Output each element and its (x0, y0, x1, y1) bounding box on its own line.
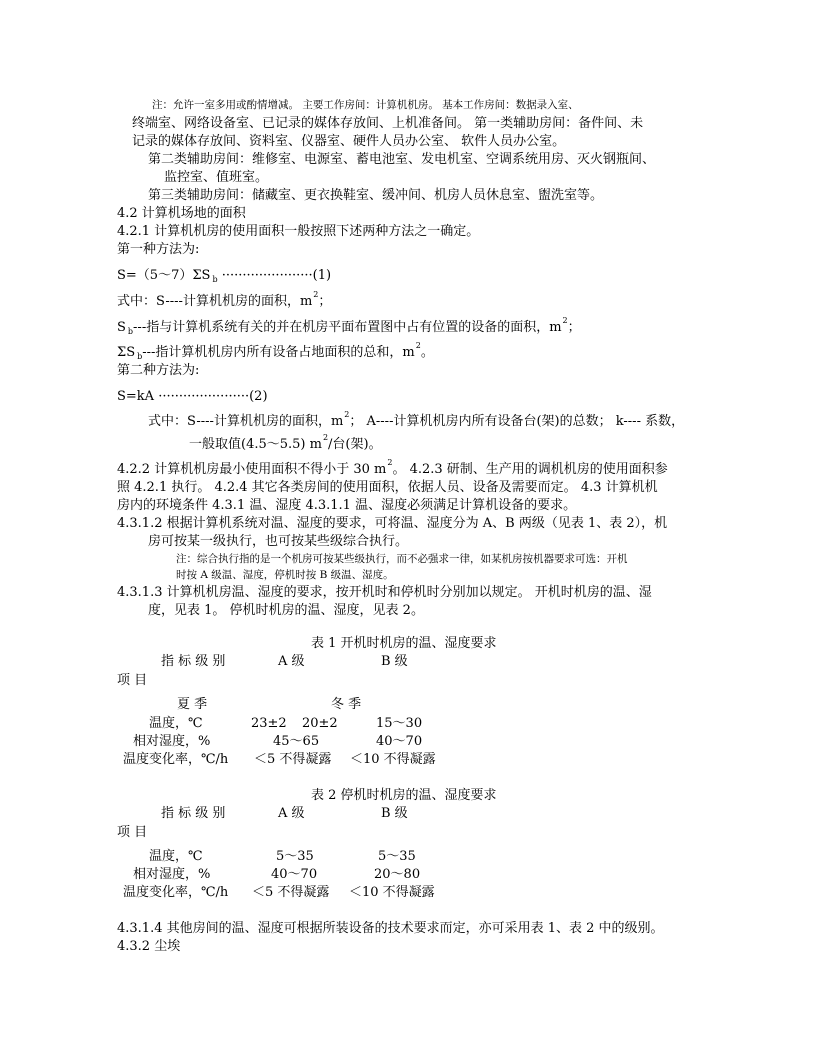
note-line: 注：允许一室多用或酌情增减。 主要工作房间：计算机机房。 基本工作房间：数据录入室、 (152, 99, 579, 111)
table-cell: 15～30 (376, 716, 423, 731)
table-header-item: 项 目 (117, 825, 148, 840)
where-line (189, 433, 382, 454)
table-header-b: B 级 (381, 806, 408, 821)
subscript: b (127, 327, 134, 336)
table-cell-label: 温度变化率，℃/h (123, 752, 229, 767)
section-heading: 4.2 计算机场地的面积 (117, 206, 246, 221)
note-line: 第二类辅助房间：维修室、电源室、蓄电池室、发电机室、空调系统用房、灭火钢瓶间、 (148, 152, 656, 167)
superscript: 2 (313, 290, 319, 299)
section-heading: 4.3.2 尘埃 (117, 939, 181, 954)
where-line (117, 341, 434, 362)
where-text: ； (318, 294, 332, 309)
note-line: 监控室、值班室。 (164, 170, 269, 185)
paragraph: 第二种方法为: (117, 363, 200, 378)
note-line: 第三类辅助房间：储藏室、更衣换鞋室、缓冲间、机房人员休息室、盥洗室等。 (148, 188, 604, 203)
superscript: 2 (562, 316, 568, 325)
superscript: 2 (344, 410, 350, 419)
table-header-b: B 级 (381, 654, 408, 669)
table-cell: 45～65 (273, 734, 320, 749)
where-text: ---指与计算机系统有关的并在机房平面布置图中占有位置的设备的面积，m (133, 320, 562, 335)
where-line (117, 316, 581, 337)
where-line (117, 290, 332, 311)
table-header-index: 指 标 级 别 (161, 654, 226, 669)
table-cell: 23±2 (251, 716, 287, 731)
where-text: ΣS (117, 345, 136, 360)
paragraph: 4.3.1.4 其他房间的温、湿度可根据所装设备的技术要求而定，亦可采用表 1、表 2 中的级别。 (117, 921, 664, 936)
table-cell: ＜10 不得凝露 (350, 752, 436, 767)
where-text: 式中：S----计算机机房的面积，m (117, 294, 313, 309)
table-cell: ＜10 不得凝露 (349, 885, 435, 900)
where-text: 。 (420, 345, 434, 360)
paragraph-text: 。 4.2.3 研制、生产用的调机机房的使用面积参 (392, 462, 668, 477)
paragraph: 度，见表 1。 停机时机房的温、湿度，见表 2。 (148, 603, 424, 618)
note-line: 时按 A 级温、湿度，停机时按 B 级温、湿度。 (176, 569, 394, 581)
paragraph: 照 4.2.1 执行。 4.2.4 其它各类房间的使用面积，依据人员、设备及需要而定。 4.3 计算机机 (117, 480, 658, 495)
paragraph: 房内的环境条件 4.3.1 温、湿度 4.3.1.1 温、湿度必须满足计算机设备的要求。 (117, 498, 577, 513)
superscript: 2 (415, 341, 421, 350)
where-text: /台(架)。 (328, 437, 382, 452)
superscript: 2 (387, 458, 393, 467)
paragraph: 4.3.1.3 计算机机房温、湿度的要求，按开机时和停机时分别加以规定。 开机时机房的温、湿 (117, 585, 652, 600)
note-line: 终端室、网络设备室、已记录的媒体存放间、上机准备间。 第一类辅助房间：备件间、未 (132, 116, 644, 131)
where-text: ； (567, 320, 581, 335)
table-cell: 20±2 (302, 716, 338, 731)
table-header-index: 指 标 级 别 (161, 806, 226, 821)
formula-2: S=kA ······················(2) (117, 389, 268, 404)
table-header-winter: 冬 季 (331, 697, 362, 712)
paragraph: 4.3.1.2 根据计算机系统对温、湿度的要求，可将温、湿度分为 A、B 两级（见表 1、表 2），机 (117, 516, 668, 531)
paragraph-text: 4.2.2 计算机机房最小使用面积不得小于 30 m (117, 462, 387, 477)
paragraph (117, 458, 668, 479)
where-text: 式中：S----计算机机房的面积，m (148, 414, 344, 429)
note-line: 注：综合执行指的是一个机房可按某些级执行，而不必强求一律，如某机房按机器要求可选：开机 (176, 553, 628, 565)
table-cell: 5～35 (378, 849, 416, 864)
table-cell: 20～80 (374, 867, 421, 882)
table-cell: 5～35 (276, 849, 314, 864)
paragraph: 第一种方法为: (117, 242, 200, 257)
paragraph: 房可按某一级执行，也可按某些级综合执行。 (148, 534, 409, 549)
table-header-a: A 级 (278, 654, 305, 669)
table-cell-label: 相对湿度，% (133, 734, 211, 749)
formula-text: S=（5～7）ΣS (117, 268, 211, 283)
table-cell: 40～70 (376, 734, 423, 749)
subscript: b (212, 275, 218, 284)
where-text: ---指计算机机房内所有设备占地面积的总和，m (142, 345, 415, 360)
table-cell: ＜5 不得凝露 (252, 885, 330, 900)
superscript: 2 (322, 433, 329, 442)
table-cell-label: 温度变化率，℃/h (123, 885, 229, 900)
paragraph: 4.2.1 计算机机房的使用面积一般按照下述两种方法之一确定。 (117, 224, 480, 239)
note-line: 记录的媒体存放间、资料室、仪器室、硬件人员办公室、 软件人员办公室。 (132, 134, 566, 149)
table-header-a: A 级 (278, 806, 305, 821)
formula-text: ······················(1) (217, 268, 332, 283)
table-header-item: 项 目 (117, 673, 148, 688)
table-cell-label: 相对湿度，% (133, 867, 211, 882)
where-text: 一般取值(4.5～5.5) m (189, 437, 322, 452)
where-line (148, 410, 685, 431)
table-cell: 40～70 (271, 867, 318, 882)
subscript: b (137, 352, 143, 361)
where-text: ； A----计算机机房内所有设备台(架)的总数； k---- 系数， (349, 414, 685, 429)
table-cell-label: 温度，℃ (149, 716, 203, 731)
table-cell-label: 温度，℃ (149, 849, 203, 864)
table-2-title: 表 2 停机时机房的温、湿度要求 (311, 788, 497, 803)
table-header-summer: 夏 季 (177, 697, 208, 712)
table-cell: ＜5 不得凝露 (254, 752, 332, 767)
formula-1 (117, 268, 331, 285)
where-text: S (117, 320, 126, 335)
table-1-title: 表 1 开机时机房的温、湿度要求 (311, 636, 497, 651)
